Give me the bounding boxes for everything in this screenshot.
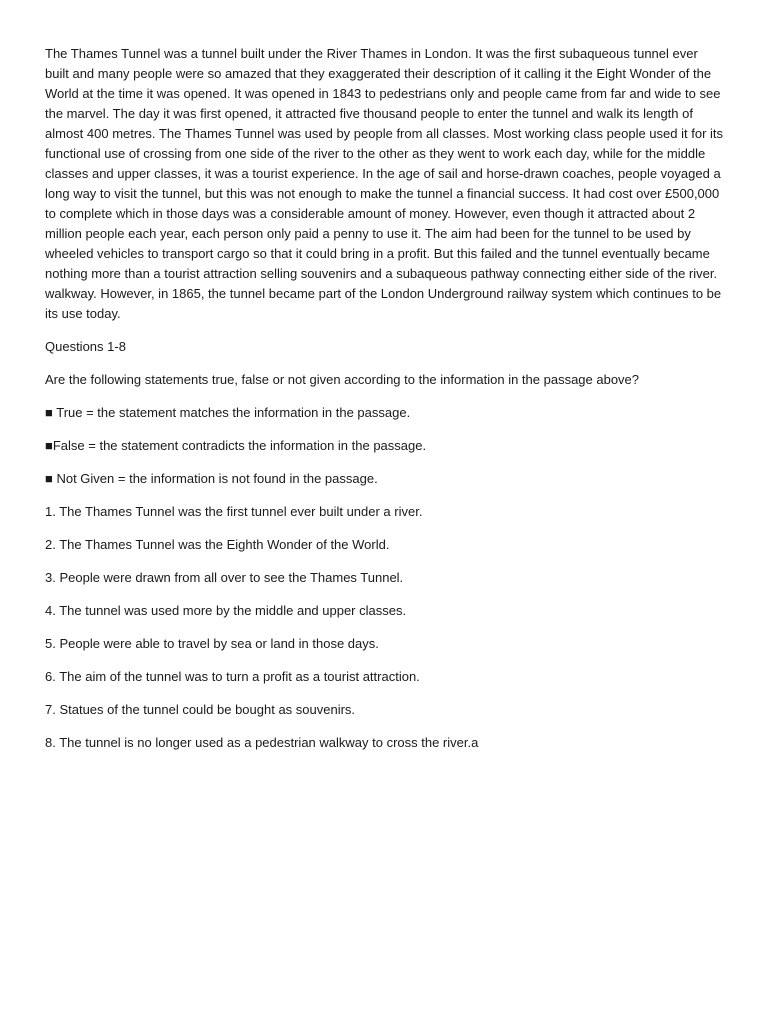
question-4: 4. The tunnel was used more by the middle and upper classes. (45, 603, 407, 618)
key-not-given: ■ Not Given = the information is not found in the passage. (45, 471, 378, 486)
question-5: 5. People were able to travel by sea or land in those days. (45, 636, 379, 651)
reading-passage: The Thames Tunnel was a tunnel built under the River Thames in London. It was the first subaqueous tunnel ever built and many people were so amazed that they exaggerated their description of it calling it the Eight Wonder of the World at the time it was opened. It was opened in 1843 to pedestrians only and people came from far and wide to see the marvel. The day it was first opened, it attracted five thousand people to enter the tunnel and walk its length of almost 400 metres. The Thames Tunnel was used by people from all classes. Most working class people used it for its functional use of crossing from one side of the river to the other as they went to work each day, while for the middle classes and upper classes, it was a tourist experience. In the age of sail and horse-drawn coaches, people voyaged a long way to visit the tunnel, but this was not enough to make the tunnel a financial success. It had cost over £500,000 to complete which in those days was a considerable amount of money. However, even though it attracted about 2 million people each year, each person only paid a penny to use it. The aim had been for the tunnel to be used by wheeled vehicles to transport cargo so that it could bring in a profit. But this failed and the tunnel eventually became nothing more than a tourist attraction selling souvenirs and a subaqueous pathway connecting either side of the river. walkway. However, in 1865, the tunnel became part of the London Underground railway system which continues to be its use today. (45, 46, 724, 321)
question-7: 7. Statues of the tunnel could be bought as souvenirs. (45, 702, 356, 717)
question-2: 2. The Thames Tunnel was the Eighth Wonder of the World. (45, 537, 390, 552)
key-false: ■False = the statement contradicts the information in the passage. (45, 438, 427, 453)
instructions: Are the following statements true, false or not given according to the information in the passage above? (45, 372, 640, 387)
key-true: ■ True = the statement matches the information in the passage. (45, 405, 411, 420)
question-list (45, 502, 725, 753)
question-1: 1. The Thames Tunnel was the first tunnel ever built under a river. (45, 504, 423, 519)
document-page (45, 44, 725, 766)
question-8: 8. The tunnel is no longer used as a pedestrian walkway to cross the river.a (45, 735, 479, 750)
question-3: 3. People were drawn from all over to see the Thames Tunnel. (45, 570, 404, 585)
questions-heading: Questions 1-8 (45, 339, 126, 354)
question-6: 6. The aim of the tunnel was to turn a profit as a tourist attraction. (45, 669, 420, 684)
